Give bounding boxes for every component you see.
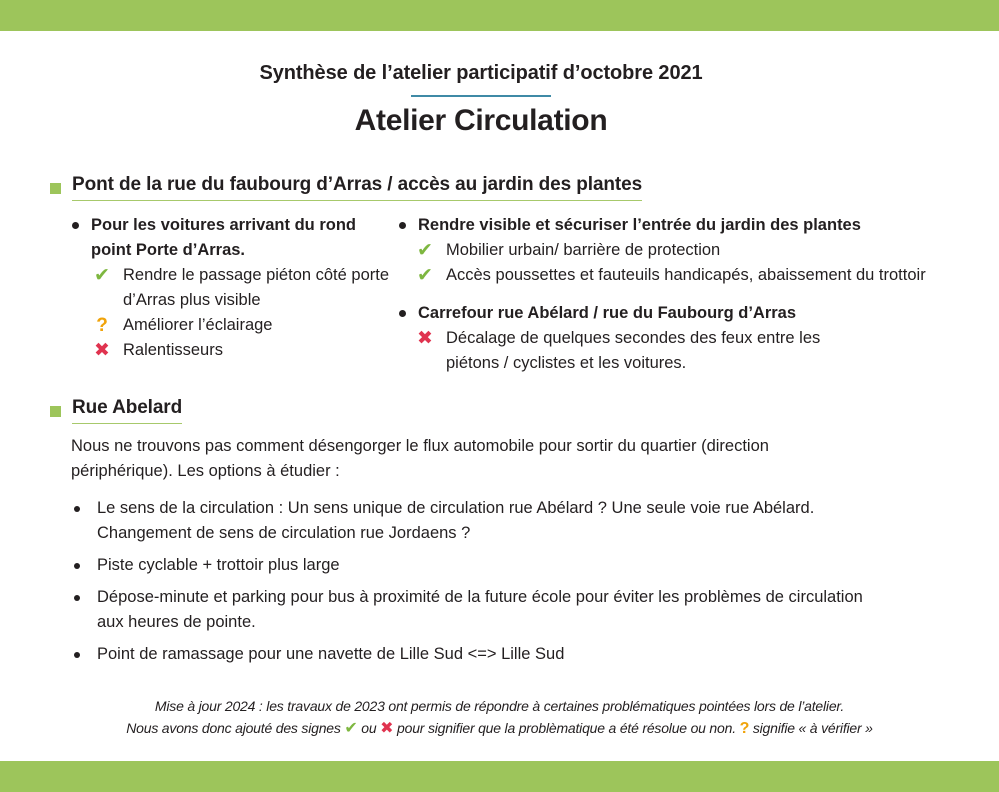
bullet-heading: Rendre visible et sécuriser l’entrée du jardin des plantes xyxy=(397,213,987,238)
title-divider xyxy=(411,95,551,97)
spacer xyxy=(397,288,987,301)
status-item-text: Mobilier urbain/ barrière de protection xyxy=(446,241,721,259)
question-icon: ? xyxy=(96,315,108,336)
note-text: Nous avons donc ajouté des signes xyxy=(126,720,345,736)
note-text: signifie « à vérifier » xyxy=(749,720,873,736)
status-item-text: Ralentisseurs xyxy=(123,341,223,359)
list-item: Le sens de la circulation : Un sens unique de circulation rue Abélard ? Une seule voie rue Abélard. Changement de sens de circulation rue Jordaens ? xyxy=(71,496,891,546)
status-item-text: Décalage de quelques secondes des feux entre les piétons / cyclistes et les voitures. xyxy=(446,329,821,372)
status-item xyxy=(91,338,390,363)
section-heading-text: Pont de la rue du faubourg d’Arras / accès au jardin des plantes xyxy=(72,174,642,201)
section-heading-text: Rue Abelard xyxy=(72,397,182,424)
section-heading-pont xyxy=(50,174,642,201)
left-column xyxy=(70,213,390,363)
check-icon: ✔ xyxy=(94,265,110,286)
cross-icon: ✖ xyxy=(380,720,394,737)
cross-icon: ✖ xyxy=(417,328,433,349)
document-title: Atelier Circulation xyxy=(354,104,608,137)
green-square-bullet-icon xyxy=(50,183,61,194)
bullet-heading: Pour les voitures arrivant du rond point Porte d’Arras. xyxy=(70,213,390,263)
options-list xyxy=(71,496,891,674)
question-icon: ? xyxy=(739,720,750,737)
status-item xyxy=(414,263,987,288)
status-item xyxy=(91,263,390,313)
status-item xyxy=(414,238,987,263)
section-heading-rue-abelard xyxy=(50,397,182,424)
list-item: Point de ramassage pour une navette de Lille Sud <=> Lille Sud xyxy=(71,642,891,667)
green-square-bullet-icon xyxy=(50,406,61,417)
check-icon: ✔ xyxy=(417,240,433,261)
bullet-heading: Carrefour rue Abélard / rue du Faubourg d’Arras xyxy=(397,301,987,326)
cross-icon: ✖ xyxy=(94,340,110,361)
list-item: Piste cyclable + trottoir plus large xyxy=(71,553,891,578)
update-note-line-1: Mise à jour 2024 : les travaux de 2023 ont permis de répondre à certaines problématiques pointées lors de l’atelier. xyxy=(154,698,845,714)
check-icon: ✔ xyxy=(344,720,358,737)
status-item-text: Rendre le passage piéton côté porte d’Arras plus visible xyxy=(123,266,390,309)
right-column xyxy=(397,213,987,376)
update-note-line-2 xyxy=(0,717,999,740)
top-green-band xyxy=(0,0,999,31)
intro-paragraph: Nous ne trouvons pas comment désengorger le flux automobile pour sortir du quartier (direction périphérique). Les options à étudier : xyxy=(71,437,769,480)
note-text: ou xyxy=(357,720,381,736)
list-item: Dépose-minute et parking pour bus à proximité de la future école pour éviter les problèmes de circulation aux heures de pointe. xyxy=(71,585,891,635)
status-item xyxy=(91,313,390,338)
document-subtitle: Synthèse de l’atelier participatif d’octobre 2021 xyxy=(259,62,703,84)
note-text: pour signifier que la problèmatique a été résolue ou non. xyxy=(393,720,740,736)
bottom-green-band xyxy=(0,761,999,792)
status-item-text: Accès poussettes et fauteuils handicapés, abaissement du trottoir xyxy=(446,266,926,284)
status-item xyxy=(414,326,834,376)
check-icon: ✔ xyxy=(417,265,433,286)
status-item-text: Améliorer l’éclairage xyxy=(123,316,273,334)
